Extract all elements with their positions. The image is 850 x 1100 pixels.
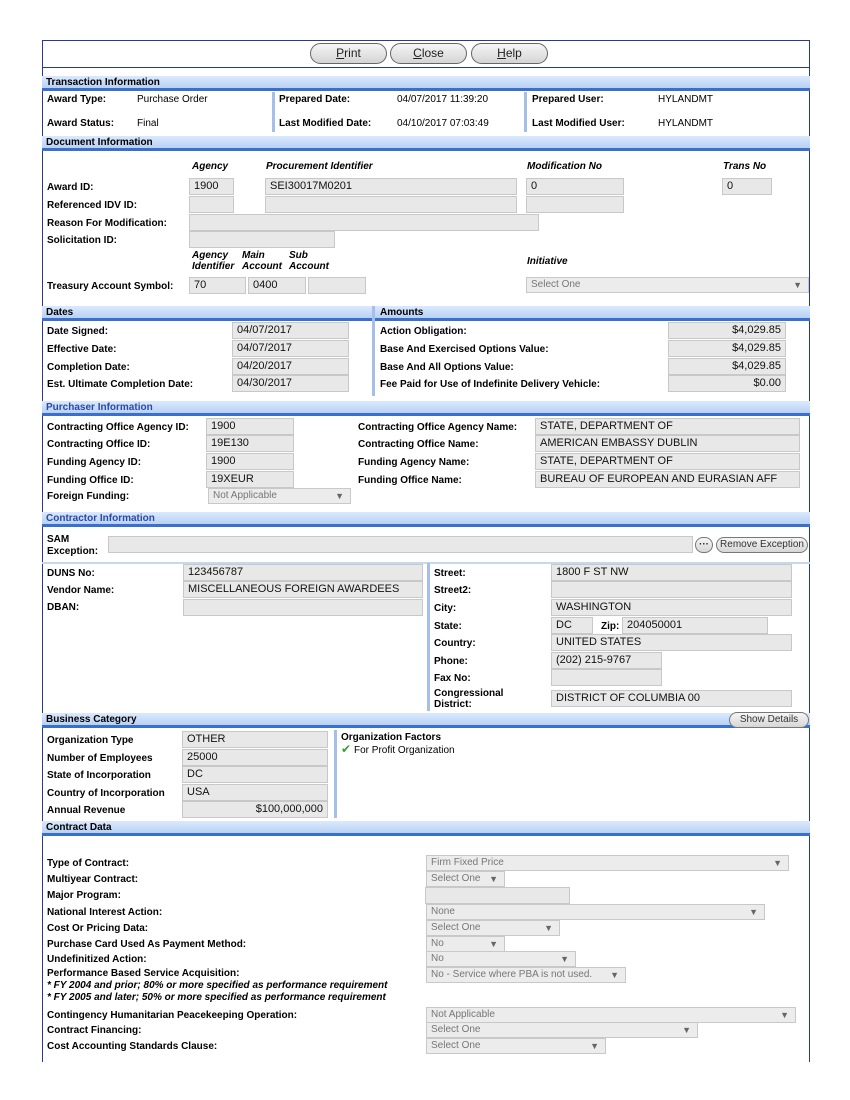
multiyear-select[interactable] xyxy=(426,871,505,887)
pbsa-label: Performance Based Service Acquisition: xyxy=(47,968,240,979)
dban-field[interactable] xyxy=(183,599,423,616)
country-label: Country: xyxy=(434,638,476,649)
major-program-label: Major Program: xyxy=(47,890,121,901)
contingency-label: Contingency Humanitarian Peacekeeping Operation: xyxy=(47,1010,298,1021)
amounts-header: Amounts xyxy=(380,307,424,318)
org-factors-label: Organization Factors xyxy=(341,732,442,743)
undefinitized-select[interactable] xyxy=(426,951,576,967)
duns-label: DUNS No: xyxy=(47,568,95,579)
dates-header: Dates xyxy=(42,306,810,321)
zip-label: Zip: xyxy=(601,621,620,632)
phone-field[interactable]: (202) 215-9767 xyxy=(551,652,662,669)
contractor-header: Contractor Information xyxy=(42,512,810,527)
national-interest-value: None xyxy=(431,906,455,917)
exception-label: Exception: xyxy=(47,546,99,557)
co-id-field[interactable]: 19E130 xyxy=(206,435,294,452)
type-of-contract-value: Firm Fixed Price xyxy=(431,857,504,868)
pbsa-value: No - Service where PBA is not used. xyxy=(431,969,593,980)
national-interest-label: National Interest Action: xyxy=(47,907,163,918)
city-label: City: xyxy=(434,603,457,614)
cas-label: Cost Accounting Standards Clause: xyxy=(47,1041,218,1052)
national-interest-select[interactable] xyxy=(426,904,765,920)
purchaser-header: Purchaser Information xyxy=(42,401,810,416)
solicitation-label: Solicitation ID: xyxy=(47,235,117,246)
cost-pricing-value: Select One xyxy=(431,922,481,933)
state-field[interactable]: DC xyxy=(551,617,593,634)
tas-agency-field[interactable]: 70 xyxy=(189,277,246,294)
state-inc-label: State of Incorporation xyxy=(47,770,151,781)
chevron-down-icon: ▼ xyxy=(560,954,569,964)
fax-label: Fax No: xyxy=(434,673,471,684)
document-header: Document Information xyxy=(42,136,810,151)
fo-id-field[interactable]: 19XEUR xyxy=(206,471,294,488)
fax-field[interactable] xyxy=(551,669,662,686)
reason-field[interactable] xyxy=(189,214,539,231)
sam-exception-field[interactable] xyxy=(108,536,693,553)
ultimate-date-label: Est. Ultimate Completion Date: xyxy=(47,379,194,390)
tas-label: Treasury Account Symbol: xyxy=(47,281,174,292)
transaction-header: Transaction Information xyxy=(42,76,810,91)
chevron-down-icon: ▼ xyxy=(335,491,344,501)
divider xyxy=(334,730,337,818)
last-modified-date-value: 04/10/2017 07:03:49 xyxy=(397,118,489,129)
completion-date-field[interactable]: 04/20/2017 xyxy=(232,358,349,375)
state-inc-field[interactable]: DC xyxy=(182,766,328,783)
cas-select[interactable] xyxy=(426,1038,606,1054)
base-all-label: Base And All Options Value: xyxy=(380,362,514,373)
major-program-field[interactable] xyxy=(425,887,570,904)
revenue-label: Annual Revenue xyxy=(47,805,126,816)
help-button[interactable]: Help xyxy=(471,43,548,64)
undefinitized-value: No xyxy=(431,953,444,964)
ref-idv-procurement-field[interactable] xyxy=(265,196,517,213)
co-id-label: Contracting Office ID: xyxy=(47,439,151,450)
fo-id-label: Funding Office ID: xyxy=(47,475,134,486)
col-agency: Agency xyxy=(192,161,229,172)
purchase-card-value: No xyxy=(431,938,444,949)
prepared-user-value: HYLANDMT xyxy=(658,94,714,105)
chevron-down-icon: ▼ xyxy=(489,939,498,949)
chevron-down-icon: ▼ xyxy=(610,970,619,980)
state-label: State: xyxy=(434,621,462,632)
co-name-field[interactable]: AMERICAN EMBASSY DUBLIN xyxy=(535,435,800,452)
street2-label: Street2: xyxy=(434,585,472,596)
pbsa-select[interactable] xyxy=(426,967,626,983)
contract-header: Contract Data xyxy=(42,821,810,836)
col-trans-no: Trans No xyxy=(723,161,767,172)
purchase-card-select[interactable] xyxy=(426,936,505,952)
financing-label: Contract Financing: xyxy=(47,1025,142,1036)
sam-label: SAM xyxy=(47,534,70,545)
more-button[interactable]: ··· xyxy=(695,537,713,553)
award-procurement-field[interactable]: SEI30017M0201 xyxy=(265,178,517,195)
action-obligation-label: Action Obligation: xyxy=(380,326,467,337)
cost-pricing-label: Cost Or Pricing Data: xyxy=(47,923,149,934)
street-field[interactable]: 1800 F ST NW xyxy=(551,564,792,581)
show-details-button[interactable]: Show Details xyxy=(729,712,809,728)
cas-value: Select One xyxy=(431,1040,481,1051)
fa-id-label: Funding Agency ID: xyxy=(47,457,142,468)
country-inc-field[interactable]: USA xyxy=(182,784,328,801)
prepared-user-label: Prepared User: xyxy=(532,94,604,105)
completion-date-label: Completion Date: xyxy=(47,362,130,373)
employees-label: Number of Employees xyxy=(47,753,153,764)
foreign-funding-label: Foreign Funding: xyxy=(47,491,130,502)
fa-name-label: Funding Agency Name: xyxy=(358,457,470,468)
print-button[interactable]: Print xyxy=(310,43,387,64)
contingency-value: Not Applicable xyxy=(431,1009,495,1020)
fo-name-label: Funding Office Name: xyxy=(358,475,462,486)
close-button[interactable]: Close xyxy=(390,43,467,64)
tas-col-sub: Sub Account xyxy=(289,250,329,272)
revenue-field[interactable]: $100,000,000 xyxy=(182,801,328,818)
multiyear-value: Select One xyxy=(431,873,481,884)
reason-label: Reason For Modification: xyxy=(47,218,167,229)
co-agency-name-label: Contracting Office Agency Name: xyxy=(358,422,518,433)
col-modification-no: Modification No xyxy=(527,161,602,172)
award-status-label: Award Status: xyxy=(47,118,115,129)
last-modified-date-label: Last Modified Date: xyxy=(279,118,372,129)
tas-main-field[interactable]: 0400 xyxy=(248,277,306,294)
duns-field[interactable]: 123456787 xyxy=(183,564,423,581)
tas-sub-field[interactable] xyxy=(308,277,366,294)
fee-label: Fee Paid for Use of Indefinite Delivery Vehicle: xyxy=(380,379,601,390)
employees-field[interactable]: 25000 xyxy=(182,749,328,766)
country-field[interactable]: UNITED STATES xyxy=(551,634,792,651)
contingency-select[interactable] xyxy=(426,1007,796,1023)
type-of-contract-label: Type of Contract: xyxy=(47,858,130,869)
tas-col-agency: Agency Identifier xyxy=(192,250,235,272)
congressional-district-field[interactable]: DISTRICT OF COLUMBIA 00 xyxy=(551,690,792,707)
last-modified-user-value: HYLANDMT xyxy=(658,118,714,129)
divider xyxy=(524,92,527,132)
foreign-funding-value: Not Applicable xyxy=(213,490,277,501)
award-status-value: Final xyxy=(137,118,159,129)
org-type-field[interactable]: OTHER xyxy=(182,731,328,748)
type-of-contract-select[interactable] xyxy=(426,855,789,871)
country-inc-label: Country of Incorporation xyxy=(47,788,165,799)
org-type-label: Organization Type xyxy=(47,735,134,746)
chevron-down-icon: ▼ xyxy=(489,874,498,884)
dban-label: DBAN: xyxy=(47,602,80,613)
pbsa-note-2004: * FY 2004 and prior; 80% or more specified as performance requirement xyxy=(47,980,388,991)
vendor-name-field[interactable]: MISCELLANEOUS FOREIGN AWARDEES xyxy=(183,581,423,598)
ref-idv-modification-field[interactable] xyxy=(526,196,624,213)
ultimate-date-field[interactable]: 04/30/2017 xyxy=(232,375,349,392)
divider xyxy=(272,92,275,132)
co-agency-name-field[interactable]: STATE, DEPARTMENT OF xyxy=(535,418,800,435)
award-trans-field[interactable]: 0 xyxy=(722,178,772,195)
award-agency-field[interactable]: 1900 xyxy=(189,178,234,195)
award-id-label: Award ID: xyxy=(47,182,94,193)
business-header: Business Category xyxy=(42,713,810,728)
solicitation-field[interactable] xyxy=(189,231,335,248)
chevron-down-icon: ▼ xyxy=(590,1041,599,1051)
award-type-value: Purchase Order xyxy=(137,94,208,105)
city-field[interactable]: WASHINGTON xyxy=(551,599,792,616)
divider xyxy=(372,306,375,396)
initiative-value: Select One xyxy=(531,279,581,290)
award-modification-field[interactable]: 0 xyxy=(526,178,624,195)
check-icon: ✔ xyxy=(341,742,352,756)
action-obligation-field[interactable]: $4,029.85 xyxy=(668,322,786,339)
congressional-district-label: Congressional District: xyxy=(434,688,504,710)
street-label: Street: xyxy=(434,568,466,579)
initiative-label: Initiative xyxy=(527,256,568,267)
date-signed-label: Date Signed: xyxy=(47,326,109,337)
multiyear-label: Multiyear Contract: xyxy=(47,874,139,885)
date-signed-field[interactable]: 04/07/2017 xyxy=(232,322,349,339)
foreign-funding-select[interactable] xyxy=(208,488,351,504)
prepared-date-label: Prepared Date: xyxy=(279,94,351,105)
co-agency-id-label: Contracting Office Agency ID: xyxy=(47,422,189,433)
co-agency-id-field[interactable]: 1900 xyxy=(206,418,294,435)
fa-name-field[interactable]: STATE, DEPARTMENT OF xyxy=(535,453,800,470)
financing-value: Select One xyxy=(431,1024,481,1035)
base-all-field[interactable]: $4,029.85 xyxy=(668,358,786,375)
award-type-label: Award Type: xyxy=(47,94,107,105)
col-procurement-identifier: Procurement Identifier xyxy=(266,161,373,172)
base-exercised-field[interactable]: $4,029.85 xyxy=(668,340,786,357)
tas-col-main: Main Account xyxy=(242,250,282,272)
vendor-name-label: Vendor Name: xyxy=(47,585,115,596)
base-exercised-label: Base And Exercised Options Value: xyxy=(380,344,549,355)
fo-name-field[interactable]: BUREAU OF EUROPEAN AND EURASIAN AFF xyxy=(535,471,800,488)
chevron-down-icon: ▼ xyxy=(773,858,782,868)
effective-date-label: Effective Date: xyxy=(47,344,117,355)
effective-date-field[interactable]: 04/07/2017 xyxy=(232,340,349,357)
chevron-down-icon: ▼ xyxy=(749,907,758,917)
chevron-down-icon: ▼ xyxy=(793,280,802,290)
financing-select[interactable] xyxy=(426,1022,698,1038)
purchase-card-label: Purchase Card Used As Payment Method: xyxy=(47,939,247,950)
phone-label: Phone: xyxy=(434,656,468,667)
ref-idv-agency-field[interactable] xyxy=(189,196,234,213)
last-modified-user-label: Last Modified User: xyxy=(532,118,625,129)
divider xyxy=(427,563,430,711)
initiative-select[interactable] xyxy=(526,277,809,293)
fee-field[interactable]: $0.00 xyxy=(668,375,786,392)
ref-idv-label: Referenced IDV ID: xyxy=(47,200,138,211)
street2-field[interactable] xyxy=(551,581,792,598)
cost-pricing-select[interactable] xyxy=(426,920,560,936)
fa-id-field[interactable]: 1900 xyxy=(206,453,294,470)
prepared-date-value: 04/07/2017 11:39:20 xyxy=(397,94,489,105)
zip-field[interactable]: 204050001 xyxy=(622,617,768,634)
pbsa-note-2005: * FY 2005 and later; 50% or more specified as performance requirement xyxy=(47,992,386,1003)
remove-exception-button[interactable]: Remove Exception xyxy=(716,537,808,553)
chevron-down-icon: ▼ xyxy=(780,1010,789,1020)
co-name-label: Contracting Office Name: xyxy=(358,439,479,450)
org-factor-item: For Profit Organization xyxy=(354,745,455,756)
chevron-down-icon: ▼ xyxy=(544,923,553,933)
chevron-down-icon: ▼ xyxy=(682,1025,691,1035)
undefinitized-label: Undefinitized Action: xyxy=(47,954,147,965)
